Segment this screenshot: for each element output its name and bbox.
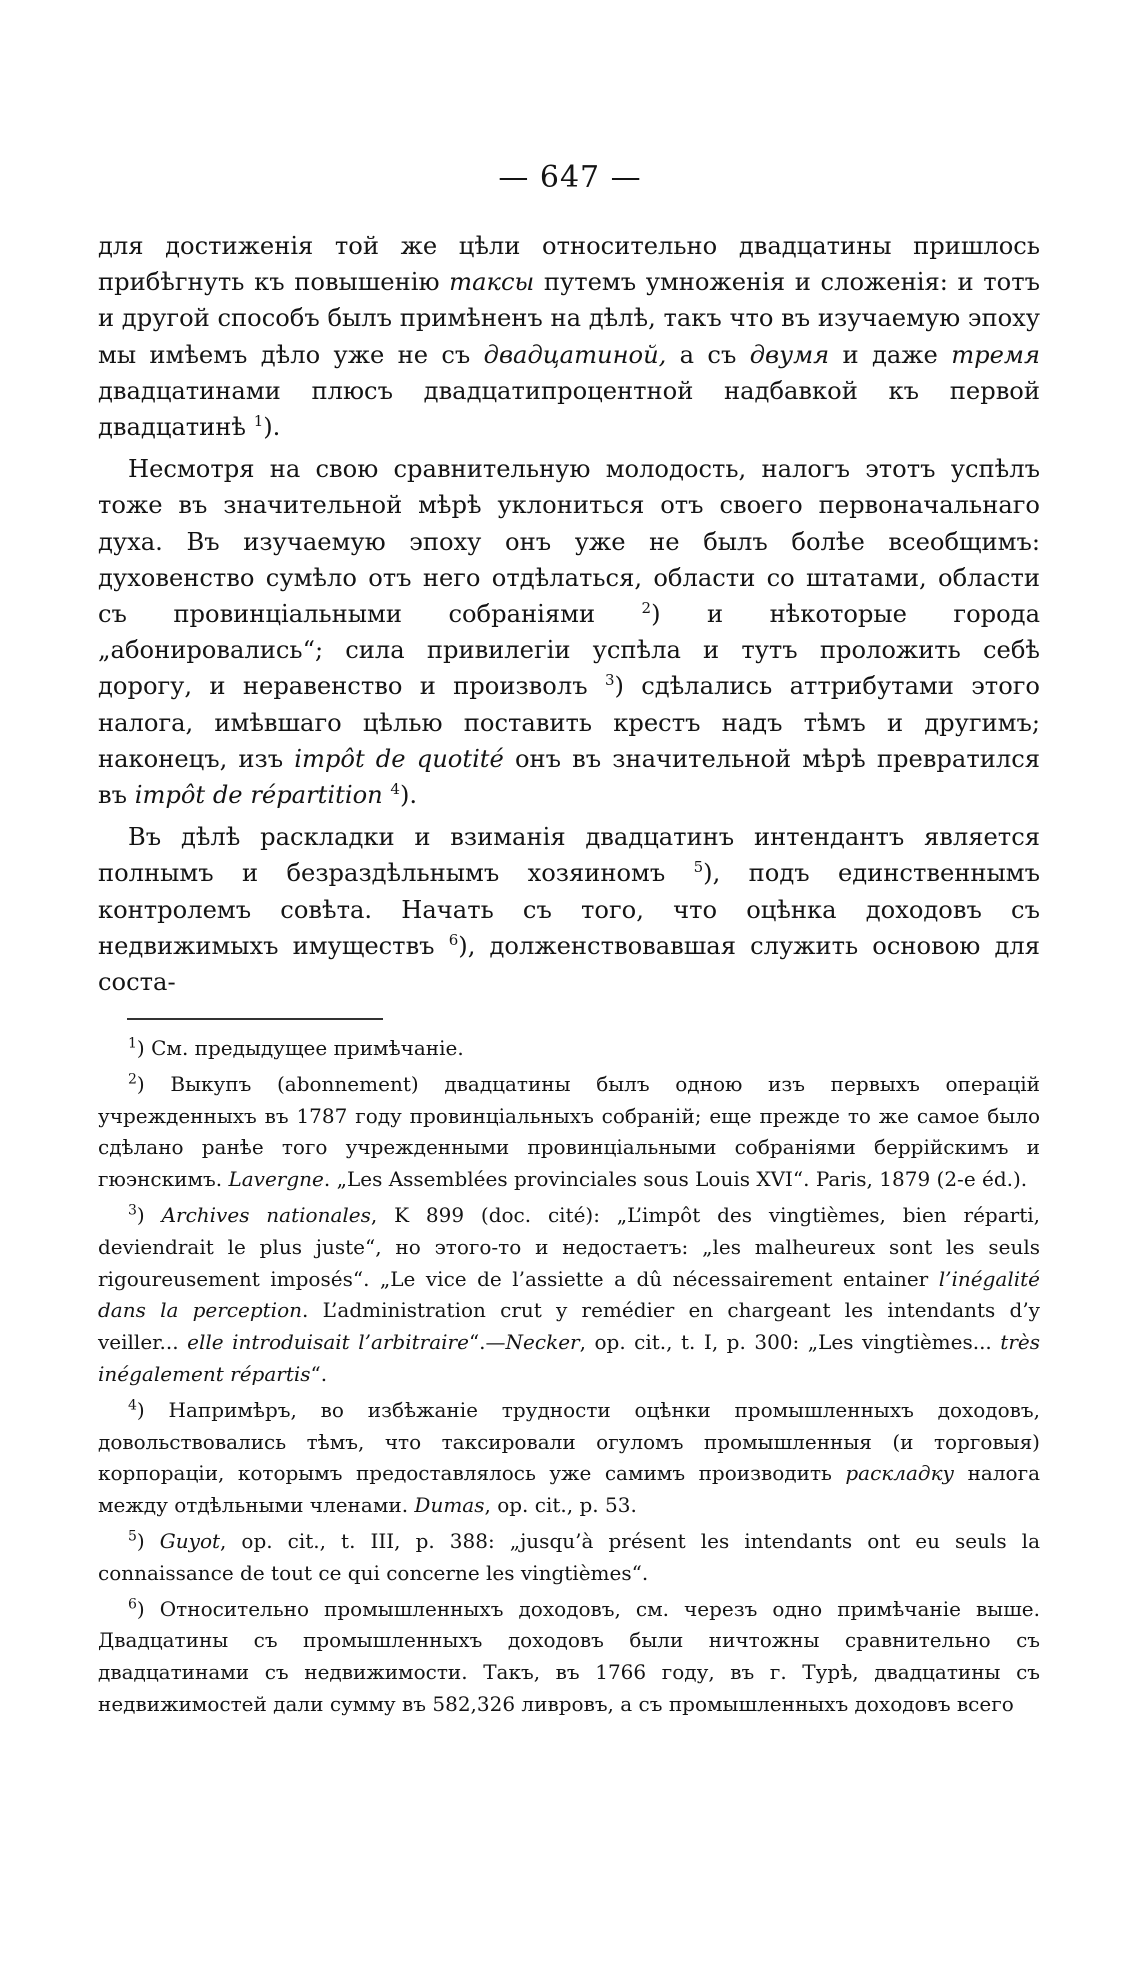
- footnote-3: [98, 1200, 1040, 1391]
- footnote-1: [98, 1033, 1040, 1065]
- page-number: — 647 —: [498, 160, 642, 195]
- footnote-ref: 3: [604, 671, 615, 690]
- footnote-number: 1: [128, 1035, 137, 1052]
- footnote-ref: 1: [253, 411, 264, 430]
- text-run: ) и нѣкоторые города „абонировались“; сила привилегіи успѣла и тутъ проложить себѣ дорогу, и неравенство и произволъ: [98, 600, 1040, 701]
- paragraph-2: [98, 451, 1040, 813]
- italic-run: Necker: [505, 1330, 580, 1355]
- text-run: , op. cit., t. I, p. 300: „Les vingtièmes...: [579, 1330, 1001, 1355]
- text-run: ) Относительно промышленныхъ доходовъ, см. черезъ одно примѣчаніе выше. Двадцатины съ промышленныхъ доходовъ были ничтожны сравнительно съ двадцатинами съ недвижимости. Такъ, въ 1766 году, въ г. Турѣ, двадцатины съ недвижимостей дали сумму въ 582,326 ливровъ, а съ промышленныхъ доходовъ всего: [98, 1596, 1040, 1716]
- text-run: двадцатинами плюсъ двадцатипроцентной надбавкой къ первой двадцатинѣ: [98, 376, 1040, 442]
- text-run: ) См. предыдущее примѣчаніе.: [136, 1036, 464, 1060]
- footnote-2: [98, 1069, 1040, 1196]
- text-run: ).: [399, 781, 418, 810]
- text-run: ), долженствовавшая служить основою для соста-: [98, 931, 1040, 997]
- italic-run: таксы: [449, 268, 535, 297]
- footnote-ref: 5: [693, 858, 704, 877]
- italic-run: Lavergne: [228, 1167, 324, 1192]
- text-run: налога между отдѣльными членами.: [98, 1461, 1040, 1518]
- footnote-number: 5: [128, 1528, 137, 1545]
- text-run: Въ дѣлѣ раскладки и взиманія двадцатинъ интендантъ является полнымъ и безраздѣльнымъ хозяиномъ: [98, 823, 1040, 888]
- paragraph-3: [98, 819, 1040, 1000]
- footnote-number: 2: [128, 1071, 137, 1088]
- text-run: Несмотря на свою сравнительную молодость, налогъ этотъ успѣлъ тоже въ значительной мѣрѣ уклониться отъ своего первоначальнаго духа. Въ изучаемую эпоху онъ уже не былъ болѣе всеобщимъ: духовенство сумѣло отъ него отдѣлаться, области со штатами, области съ провинціальными собраніями: [98, 455, 1040, 629]
- footnote-6: [98, 1594, 1040, 1721]
- footnote-4: [98, 1395, 1040, 1522]
- text-run: ).: [263, 413, 281, 442]
- text-run: ) Напримѣръ, во избѣжаніе трудности оцѣнки промышленныхъ доходовъ, довольствовались тѣмъ, что таксировали огуломъ промышленныя (и торговыя) корпораціи, которымъ предоставлялось уже самимъ производить: [98, 1397, 1040, 1486]
- footnotes: [98, 1033, 1040, 1725]
- footnote-ref: 4: [390, 779, 400, 798]
- italic-run: elle introduisait l’arbitraire: [187, 1330, 469, 1355]
- italic-run: раскладку: [845, 1461, 955, 1486]
- footnote-number: 6: [128, 1595, 137, 1612]
- italic-run: très inégalement répartis: [98, 1330, 1040, 1386]
- footnote-5: [98, 1526, 1040, 1590]
- footnote-ref: 6: [448, 930, 459, 949]
- italic-run: Archives nationales: [161, 1202, 371, 1227]
- text-run: ), подъ единственнымъ контролемъ совѣта. Начать съ того, что оцѣнка доходовъ съ недвижимыхъ имуществъ: [98, 859, 1040, 960]
- text-run: путемъ умноженія и сложенія: и тотъ и другой способъ былъ примѣненъ на дѣлѣ, такъ что въ изучаемую эпоху мы имѣемъ дѣло уже не съ: [98, 268, 1040, 369]
- italic-run: Dumas: [414, 1493, 485, 1518]
- text-run: ): [136, 1528, 160, 1553]
- italic-run: impôt de répartition: [134, 781, 383, 810]
- main-text: [98, 228, 1040, 1000]
- text-run: “.—: [468, 1330, 506, 1355]
- text-run: и даже: [829, 340, 952, 369]
- italic-run: тремя: [951, 340, 1040, 369]
- italic-run: l’inégalité dans la perception: [98, 1266, 1040, 1323]
- italic-run: двадцатиной,: [483, 340, 667, 369]
- italic-run: двумя: [749, 340, 830, 369]
- text-run: онъ въ значительной мѣрѣ превратился въ: [98, 744, 1040, 810]
- text-run: ) сдѣлались аттрибутами этого налога, имѣвшаго цѣлью поставить крестъ надъ тѣмъ и другимъ; наконецъ, изъ: [98, 672, 1040, 773]
- text-run: для достиженія той же цѣли относительно двадцатины пришлось прибѣгнуть къ повышенію: [98, 232, 1040, 297]
- text-run: . L’administration crut y remédier en chargeant les intendants d’y veiller...: [98, 1298, 1040, 1355]
- text-run: . „Les Assemblées provinciales sous Louis XVI“. Paris, 1879 (2-e éd.).: [323, 1167, 1028, 1192]
- text-run: “.: [310, 1361, 328, 1386]
- footnote-ref: 2: [641, 598, 652, 617]
- footnote-number: 3: [128, 1202, 137, 1219]
- text-run: ) Выкупъ (abonnement) двадцатины былъ одною изъ первыхъ операцій учрежденныхъ въ 1787 году провинціальныхъ собраній; еще прежде то же самое было сдѣлано ранѣе того учрежденными провинціальными собраніями беррійскимъ и гюэнскимъ.: [98, 1071, 1040, 1192]
- text-run: , K 899 (doc. cité): „L’impôt des vingtièmes, bien réparti, deviendrait le plus juste“, но этого-то и недостаетъ: „les malheureux sont les seuls rigoureusement imposés“. „Le vice de l’assiette a dû nécessairement entainer: [98, 1202, 1040, 1291]
- footnote-number: 4: [128, 1397, 137, 1414]
- text-run: ): [136, 1202, 162, 1227]
- italic-run: impôt de quotité: [294, 744, 504, 773]
- paragraph-1: [98, 228, 1040, 445]
- italic-run: Guyot: [159, 1528, 221, 1553]
- text-run: а съ: [666, 340, 750, 369]
- text-run: , op. cit., t. III, p. 388: „jusqu’à présent les intendants ont eu seuls la connaissance de tout ce qui concerne les vingtièmes“.: [98, 1528, 1040, 1585]
- text-run: , op. cit., p. 53.: [484, 1493, 637, 1518]
- footnote-divider: [127, 1018, 383, 1020]
